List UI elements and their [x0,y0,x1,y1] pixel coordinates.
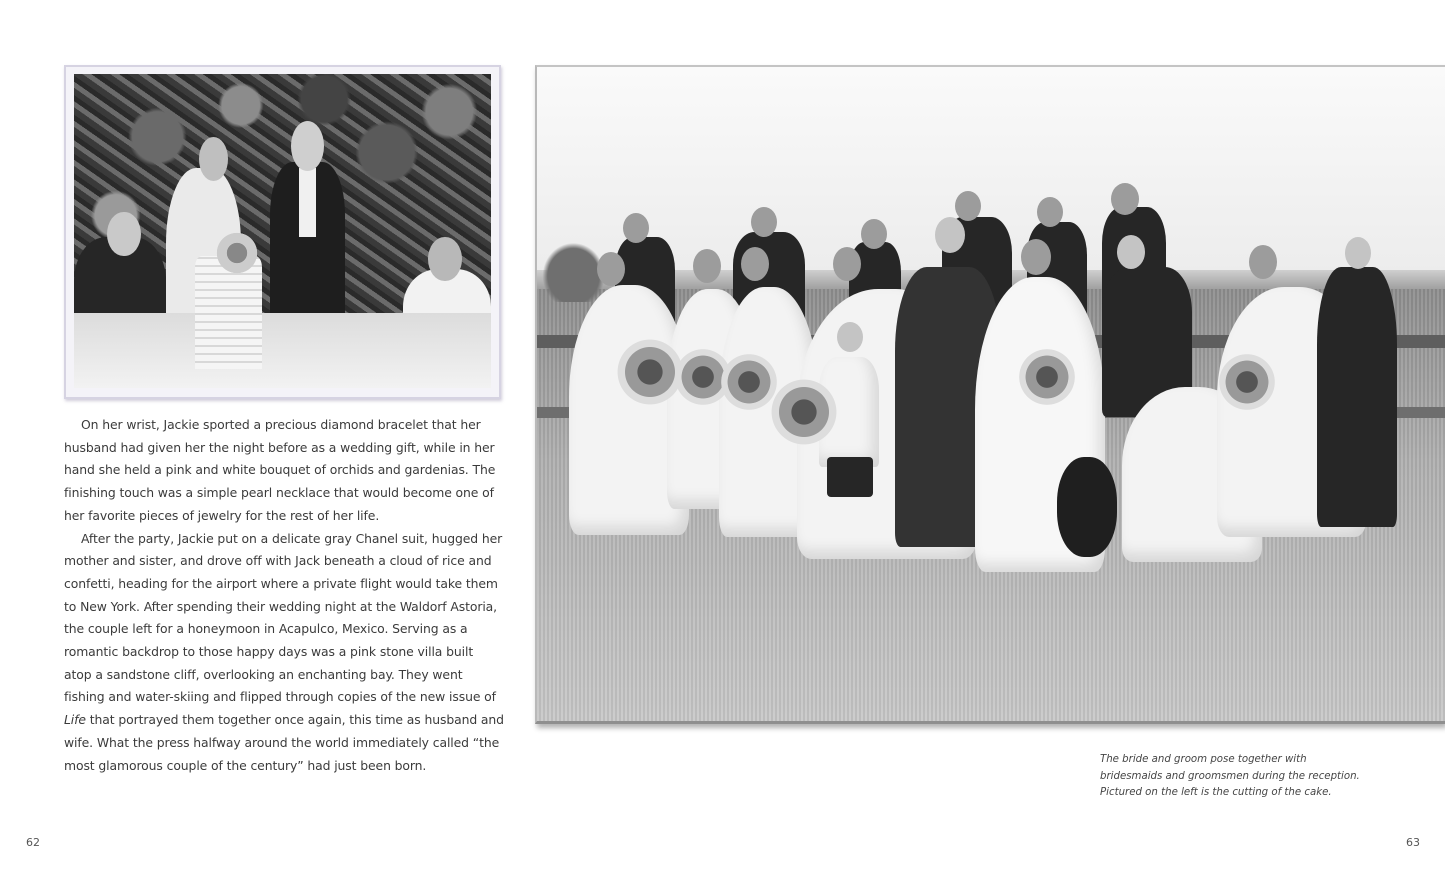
seated-woman-head [428,237,461,281]
groomsman-head [1111,183,1139,215]
groomsman-head [955,191,981,221]
paragraph-2 [64,528,504,778]
cake-cutting-photo-frame [64,65,501,399]
groomsman-figure [1317,267,1397,527]
bride-head [199,137,228,181]
magazine-title-life: Life [64,712,86,728]
bride-bouquet [1017,347,1077,407]
bouquet [769,377,839,447]
groomsman-head [623,213,649,243]
paragraph-1: On her wrist, Jackie sported a precious diamond bracelet that her husband had given her the night before as a wedding gift, while in her hand she held a pink and white bouquet of orchids and gardenias. The finishing touch was a simple pearl necklace that would become one of her favorite pieces of jewelry for the rest of her life. [64,417,496,523]
paragraph-2-part-2: that portrayed them together once again, this time as husband and wife. What the press halfway around the world immediately called “the most glamorous couple of the century” had just been born. [64,712,504,773]
groomsman-head [1345,237,1371,269]
groomsman-head [107,212,140,256]
bridesmaid-head [833,247,861,281]
bridesmaid-head [741,247,769,281]
page-boy-shorts [827,457,873,497]
groom-shirt [299,168,316,237]
bridesmaid-head [693,249,721,283]
bouquet [1217,352,1277,412]
body-text [64,414,504,777]
wedding-party-photo [535,65,1445,724]
page-number-right: 63 [1406,836,1420,849]
groomsman-head [861,219,887,249]
bridesmaid-head [597,252,625,286]
groomsman-head [1117,235,1145,269]
groomsman-head [1037,197,1063,227]
bridesmaid-head [1249,245,1277,279]
cake-cutting-photo [74,74,491,388]
page-number-left: 62 [26,836,40,849]
cake-flowers [212,231,262,275]
bride-head [1021,239,1051,275]
groom-head [935,217,965,253]
groomsman-head [751,207,777,237]
paragraph-2-part-1: After the party, Jackie put on a delicate gray Chanel suit, hugged her mother and sister, and drove off with Jack beneath a cloud of rice and confetti, heading for the airport where a private flight would take them to New York. After spending their wedding night at the Waldorf Astoria, the couple left for a honeymoon in Acapulco, Mexico. Serving as a romantic backdrop to those happy days was a pink stone villa built atop a sandstone cliff, overlooking an enchanting bay. They went fishing and water-skiing and flipped through copies of the new issue of [64,530,503,705]
dog-figure [1057,457,1117,557]
photo-caption: The bride and groom pose together with bridesmaids and groomsmen during the reception. Pictured on the left is the cutting of the cake. [1100,754,1360,798]
reception-table [74,313,491,388]
page-boy-head [837,322,863,352]
